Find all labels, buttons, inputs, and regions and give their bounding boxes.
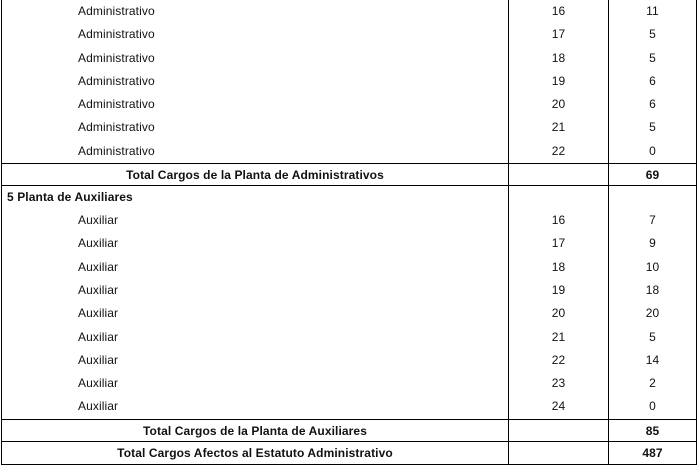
row-grade: 21 [551, 120, 566, 135]
row-grade: 19 [551, 73, 566, 88]
row-label: Auxiliar [78, 213, 119, 228]
table-row [1, 232, 697, 255]
row-grade: 18 [551, 50, 566, 65]
row-count: 5 [649, 27, 656, 42]
table-row [1, 47, 697, 70]
row-count: 2 [649, 376, 656, 391]
table-row [1, 372, 697, 395]
grand-total-row [1, 442, 697, 465]
table-row [1, 302, 697, 325]
row-label: Auxiliar [78, 259, 119, 274]
row-grade: 24 [551, 399, 566, 414]
row-count: 14 [645, 352, 660, 367]
aux-section-row [1, 186, 697, 209]
aux-total-label: Total Cargos de la Planta de Auxiliares [143, 423, 367, 438]
table-row [1, 0, 697, 23]
row-label: Administrativo [78, 73, 155, 88]
row-count: 10 [645, 259, 660, 274]
table-row [1, 395, 697, 418]
row-grade: 23 [551, 376, 566, 391]
row-count: 9 [649, 236, 656, 251]
row-label: Administrativo [78, 143, 155, 158]
table-row [1, 93, 697, 116]
row-label: Administrativo [78, 4, 155, 18]
row-count: 6 [649, 73, 656, 88]
admin-total-label: Total Cargos de la Planta de Administrativos [126, 168, 384, 183]
row-count: 5 [649, 329, 656, 344]
table-row [1, 209, 697, 232]
row-count: 7 [649, 213, 656, 228]
row-grade: 17 [551, 236, 566, 251]
row-grade: 20 [551, 306, 566, 321]
row-grade: 17 [551, 27, 566, 42]
row-label: Administrativo [78, 97, 155, 112]
row-label: Auxiliar [78, 376, 119, 391]
row-label: Auxiliar [78, 236, 119, 251]
admin-rows [1, 0, 697, 163]
row-grade: 18 [551, 259, 566, 274]
row-label: Auxiliar [78, 329, 119, 344]
row-count: 6 [649, 97, 656, 112]
row-grade: 16 [551, 213, 566, 228]
table-row [1, 23, 697, 46]
aux-total-value: 85 [645, 423, 660, 438]
table-row [1, 256, 697, 279]
positions-table [1, 0, 697, 465]
row-count: 5 [649, 120, 656, 135]
row-count: 11 [646, 4, 659, 18]
row-label: Administrativo [78, 120, 155, 135]
aux-rows [1, 209, 697, 419]
table-row [1, 326, 697, 349]
table-row [1, 279, 697, 302]
row-grade: 22 [551, 352, 566, 367]
row-grade: 21 [551, 329, 566, 344]
row-label: Auxiliar [78, 399, 119, 414]
row-label: Auxiliar [78, 352, 119, 367]
table-row [1, 140, 697, 163]
row-label: Auxiliar [78, 306, 119, 321]
row-label: Auxiliar [78, 282, 119, 297]
row-count: 0 [649, 399, 656, 414]
grand-total-label: Total Cargos Afectos al Estatuto Administrativo [117, 445, 393, 460]
admin-total-value: 69 [645, 168, 660, 183]
row-grade: 16 [551, 4, 566, 18]
aux-section-title: 5 Planta de Auxiliares [7, 190, 133, 205]
table-row [1, 116, 697, 139]
row-count: 5 [649, 50, 656, 65]
table-row [1, 70, 697, 93]
row-grade: 19 [551, 282, 566, 297]
admin-total-row [1, 163, 697, 186]
aux-total-row [1, 419, 697, 442]
row-count: 0 [649, 143, 656, 158]
row-count: 18 [645, 282, 660, 297]
row-label: Administrativo [78, 50, 155, 65]
row-label: Administrativo [78, 27, 155, 42]
grand-total-value: 487 [642, 445, 663, 460]
row-grade: 20 [551, 97, 566, 112]
row-grade: 22 [551, 143, 566, 158]
table-row [1, 349, 697, 372]
row-count: 20 [645, 306, 660, 321]
